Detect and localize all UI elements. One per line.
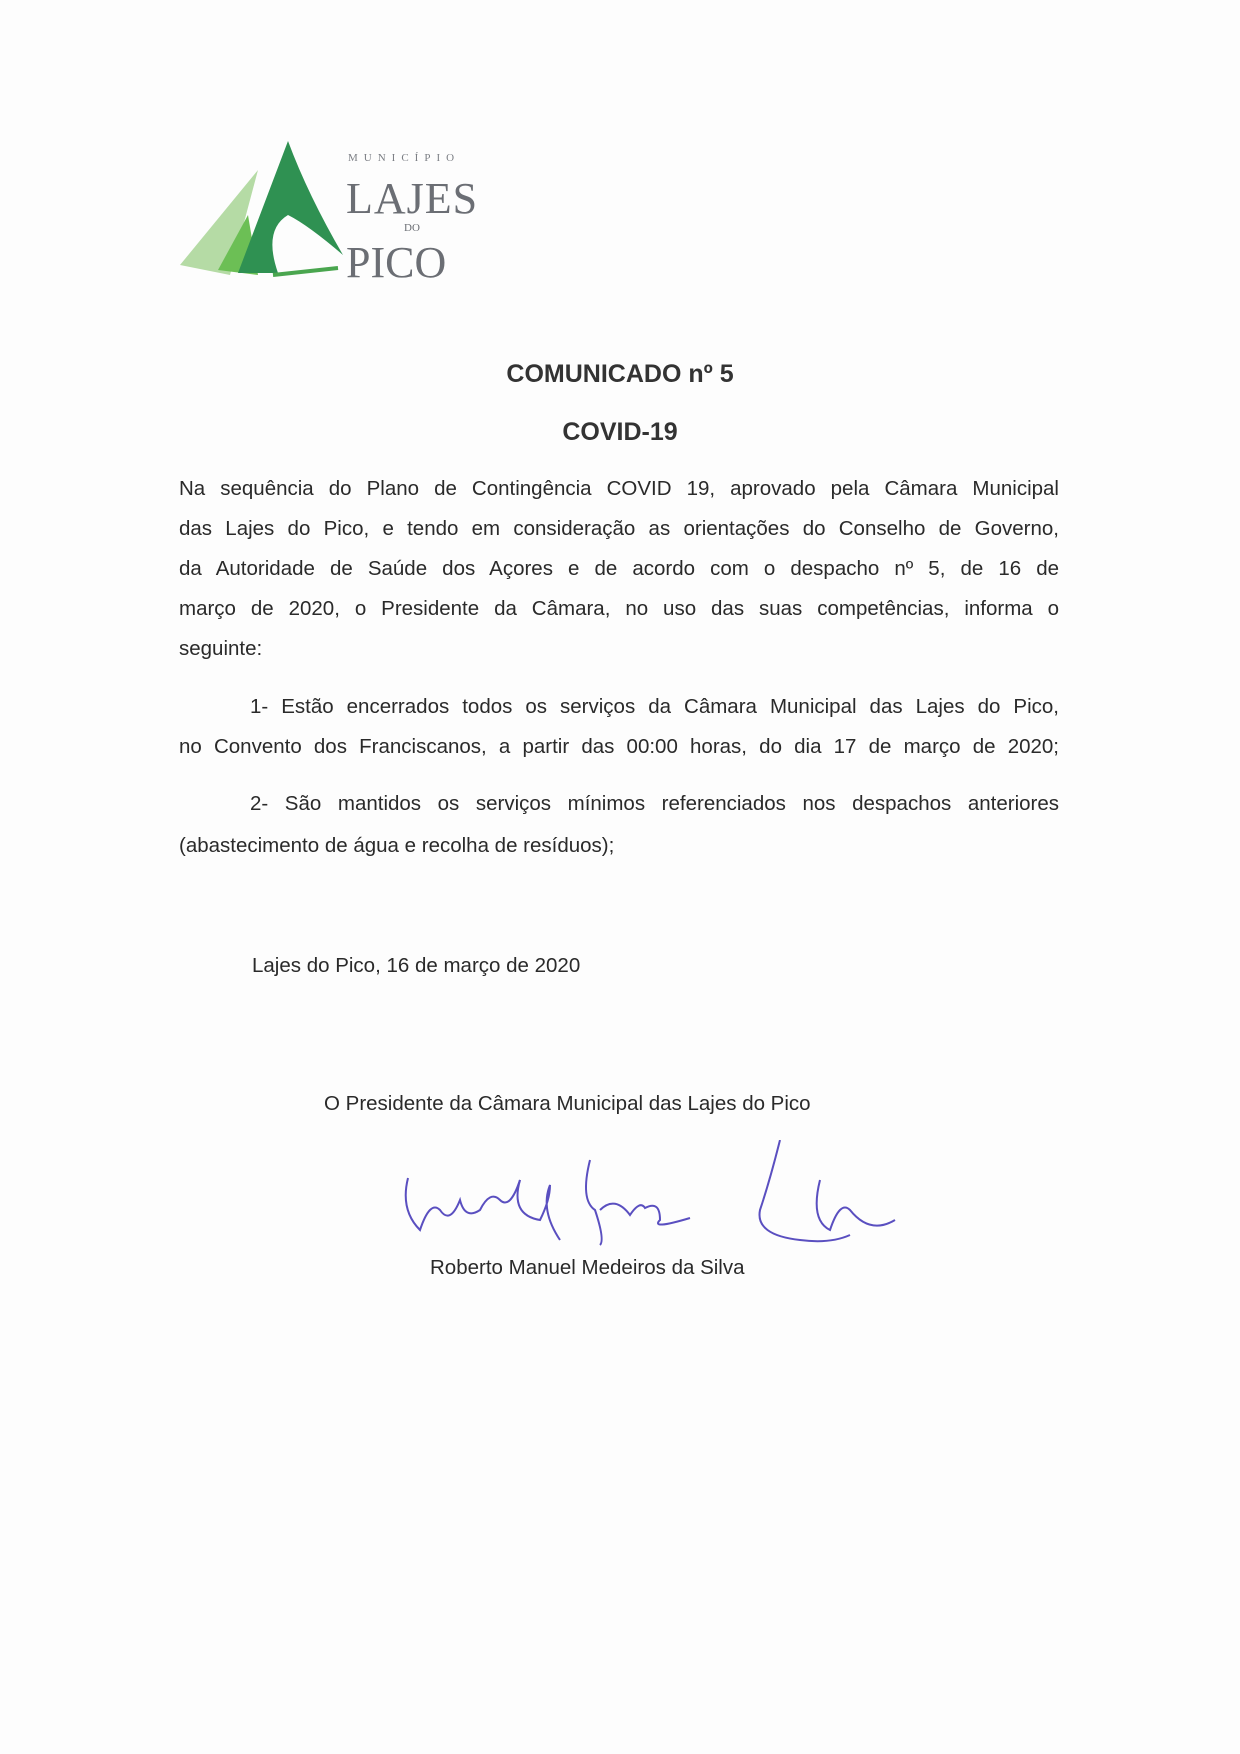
- item-2-line: (abastecimento de água e recolha de resíduos);: [179, 834, 615, 857]
- place-date: Lajes do Pico, 16 de março de 2020: [252, 954, 581, 977]
- item-1-line: 1- Estão encerrados todos os serviços da Câmara Municipal das Lajes do Pico,: [250, 695, 1059, 718]
- logo-lajes-text: LAJES: [346, 174, 479, 223]
- body-line: março de 2020, o Presidente da Câmara, no uso das suas competências, informa o: [179, 597, 1059, 620]
- signatory-name: Roberto Manuel Medeiros da Silva: [430, 1256, 745, 1279]
- item-1-line: no Convento dos Franciscanos, a partir das 00:00 horas, do dia 17 de março de 2020;: [179, 735, 1059, 758]
- handwritten-signature: [400, 1140, 920, 1250]
- logo-do-text: DO: [404, 222, 420, 234]
- logo-municipio-text: MUNICÍPIO: [348, 152, 461, 164]
- document-subtitle: COVID-19: [562, 418, 678, 446]
- body-line: seguinte:: [179, 637, 263, 660]
- body-line: Na sequência do Plano de Contingência COVID 19, aprovado pela Câmara Municipal: [179, 477, 1059, 500]
- document-title: COMUNICADO nº 5: [506, 360, 734, 388]
- item-2-line: 2- São mantidos os serviços mínimos referenciados nos despachos anteriores: [250, 792, 1059, 815]
- signatory-title: O Presidente da Câmara Municipal das Lajes do Pico: [324, 1092, 811, 1115]
- municipality-logo: [178, 125, 508, 290]
- body-line: das Lajes do Pico, e tendo em consideração as orientações do Conselho de Governo,: [179, 517, 1059, 540]
- logo-pico-text: PICO: [346, 238, 447, 287]
- body-line: da Autoridade de Saúde dos Açores e de acordo com o despacho nº 5, de 16 de: [179, 557, 1059, 580]
